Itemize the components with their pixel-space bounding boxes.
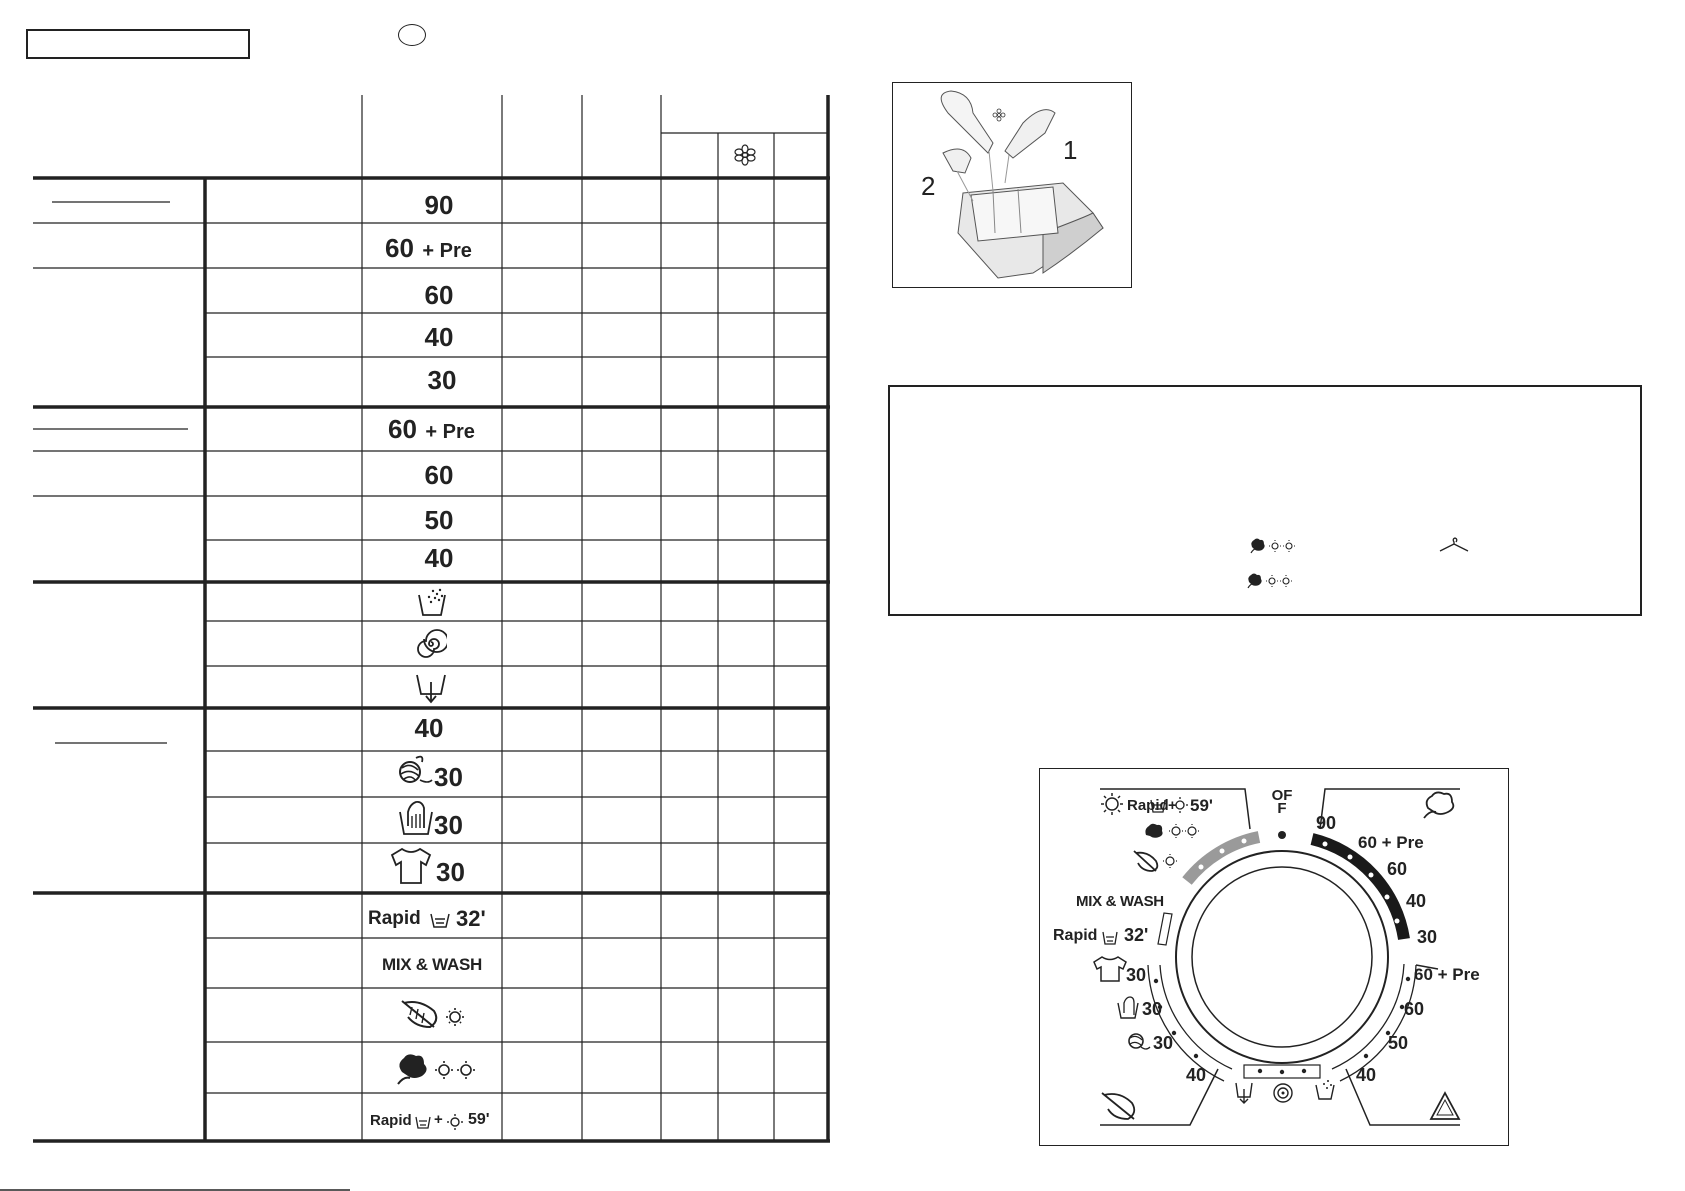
wool-icon <box>394 752 434 792</box>
dial-knob[interactable] <box>1192 867 1372 1047</box>
synthetic-triangle-icon <box>1431 1093 1459 1119</box>
spin-icon <box>1274 1084 1292 1102</box>
wash-tub-icon <box>415 1115 431 1129</box>
shirt-program <box>388 845 508 887</box>
feather-dry-icon <box>1134 851 1177 871</box>
cotton-60: 60 <box>1387 859 1408 879</box>
wool-program <box>394 752 504 792</box>
drawer-illustration <box>893 83 1131 287</box>
shirt-temp: 30 <box>1126 965 1147 985</box>
program-dial-panel <box>1039 768 1509 1146</box>
program-temp: 60 <box>424 460 454 490</box>
rapid59-time: 59' <box>1190 796 1213 815</box>
program-temp: 30 <box>436 857 465 887</box>
plus-sign: + <box>1168 797 1177 814</box>
program-temp: 30 <box>434 762 463 792</box>
detergent-drawer-figure <box>892 82 1132 288</box>
plus-sign: + <box>434 1111 443 1128</box>
program-temp: 40 <box>424 543 454 573</box>
delicate-dry-program <box>400 997 480 1037</box>
rapid-label: Rapid <box>368 908 421 929</box>
wash-tub-icon <box>1103 932 1117 944</box>
program-temp-pre <box>385 233 525 264</box>
rapid-label: Rapid <box>370 1112 412 1129</box>
handwash-icon <box>398 798 436 840</box>
cotton-dry-icon <box>1246 572 1296 590</box>
cotton-60pre: 60 + Pre <box>1358 833 1424 852</box>
cotton-dry-icon <box>394 1050 494 1090</box>
softener-flower-icon <box>735 145 755 165</box>
sun-dry-icon <box>1101 793 1123 815</box>
delicate-temp: 40 <box>1186 1065 1207 1085</box>
synth-40: 40 <box>1356 1065 1377 1085</box>
shirt-icon <box>1094 957 1126 981</box>
rapid59-label: Rapid <box>1127 797 1169 814</box>
prewash-suffix: + Pre <box>422 240 472 262</box>
handwash-icon <box>1118 997 1138 1018</box>
program-temp: 30 <box>427 365 457 395</box>
wool-temp: 30 <box>1153 1033 1174 1053</box>
drawer-label-1: 1 <box>1063 135 1078 165</box>
rapid-time: 59' <box>468 1111 490 1128</box>
shirt-icon <box>388 845 434 887</box>
cotton-30: 30 <box>1417 927 1438 947</box>
program-temp: 40 <box>424 322 454 352</box>
rapid32-label: Rapid <box>1053 927 1098 944</box>
cotton-40: 40 <box>1406 891 1427 911</box>
feather-icon <box>1102 1093 1134 1119</box>
program-temp: 40 <box>414 713 444 743</box>
hanger-icon <box>1438 537 1470 555</box>
spin-icon <box>415 628 447 660</box>
cotton-90: 90 <box>1316 813 1337 833</box>
synth-50: 50 <box>1388 1033 1409 1053</box>
rapid32-program <box>368 906 508 936</box>
program-dial-graphic <box>1040 769 1508 1145</box>
drain-icon <box>1236 1083 1252 1103</box>
drain-icon <box>414 670 448 704</box>
mix-wash-label: MIX & WASH <box>382 955 482 974</box>
program-temp: 90 <box>424 190 454 220</box>
program-temp: 60 <box>424 280 454 310</box>
cotton-dry-program <box>394 1050 494 1090</box>
drawer-label-2: 2 <box>921 171 936 201</box>
handwash-temp: 30 <box>1142 999 1163 1019</box>
rapid-time: 32' <box>456 906 486 931</box>
synth-60: 60 <box>1404 999 1425 1019</box>
cotton-icon <box>1424 792 1453 818</box>
notice-box <box>888 385 1642 616</box>
program-temp: 60 <box>388 414 417 444</box>
program-temp: 30 <box>434 810 463 840</box>
cotton-dry-icon <box>1145 824 1199 838</box>
program-temp: 60 <box>385 233 414 263</box>
wash-tub-icon <box>430 912 450 928</box>
rinse-icon <box>415 585 449 619</box>
handwash-program <box>398 798 508 840</box>
rapid59-program <box>370 1110 510 1134</box>
feather-dry-icon <box>400 997 480 1037</box>
cotton-dry-icon <box>1249 537 1299 555</box>
wool-icon <box>1129 1034 1150 1049</box>
program-temp-pre <box>388 414 528 445</box>
synth-60pre: 60 + Pre <box>1414 965 1480 984</box>
prewash-suffix: + Pre <box>425 421 475 443</box>
rinse-icon <box>1316 1080 1334 1099</box>
off-label: OFF <box>1271 787 1293 817</box>
dial-outer-ring <box>1176 851 1388 1063</box>
sun-dry-icon <box>446 1113 464 1131</box>
rapid32-time: 32' <box>1124 925 1149 945</box>
mix-wash-label: MIX & WASH <box>1076 893 1164 910</box>
program-temp: 50 <box>424 505 454 535</box>
